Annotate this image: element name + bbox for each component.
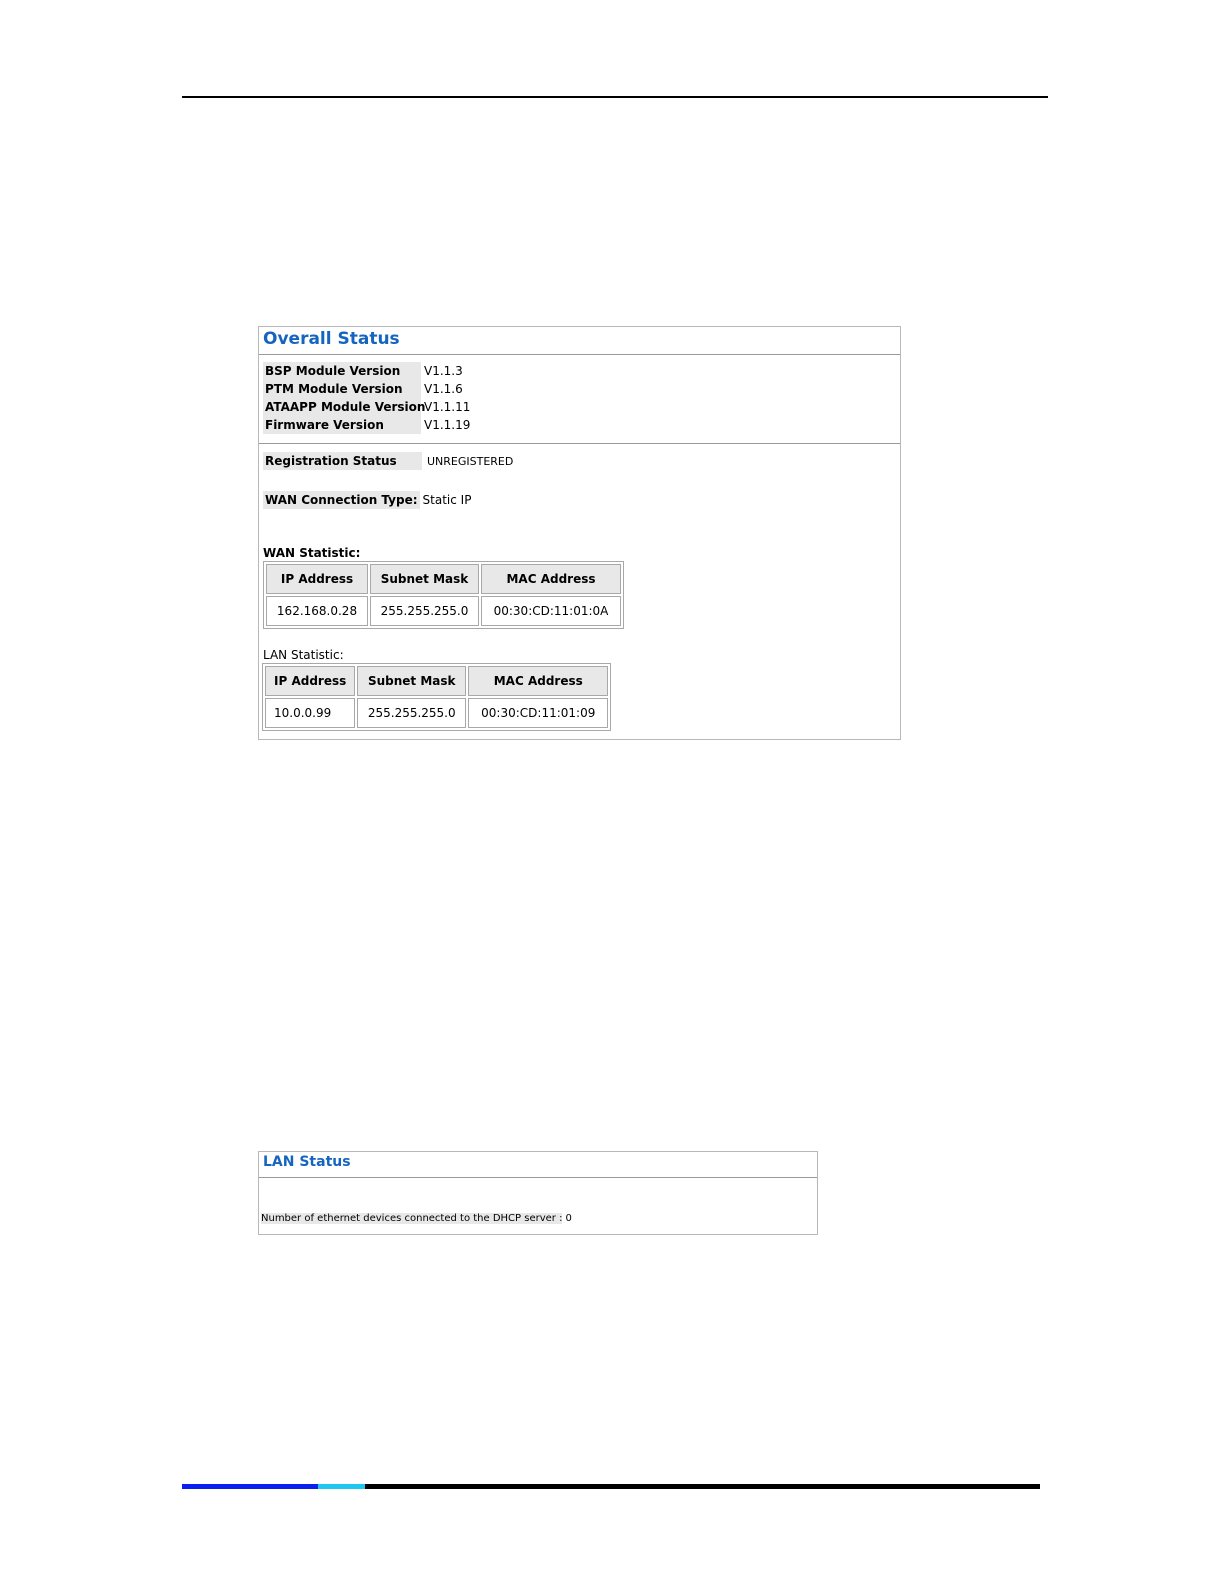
overall-status-title: Overall Status: [263, 329, 400, 349]
lan-status-panel: [258, 1151, 818, 1235]
firmware-version-row: [263, 416, 663, 434]
dhcp-devices-label: Number of ethernet devices connected to the DHCP server :: [261, 1213, 563, 1224]
table-row: [265, 698, 608, 728]
firmware-version-value: V1.1.19: [424, 418, 471, 432]
firmware-version-label: Firmware Version: [263, 416, 421, 434]
lan-ip-address: 10.0.0.99: [265, 698, 355, 728]
table-row: [266, 596, 621, 626]
divider: [259, 1177, 817, 1178]
registration-status-row: [263, 452, 513, 471]
header-rule: [182, 96, 1048, 98]
ataapp-version-row: [263, 398, 663, 416]
ataapp-version-label: ATAAPP Module Version: [265, 400, 426, 414]
lan-status-title: LAN Status: [263, 1154, 351, 1170]
column-header: MAC Address: [468, 666, 608, 696]
column-header: IP Address: [265, 666, 355, 696]
dhcp-devices-row: [261, 1213, 572, 1224]
wan-mac-address: 00:30:CD:11:01:0A: [481, 596, 621, 626]
ptm-version-value: V1.1.6: [424, 382, 463, 396]
column-header: IP Address: [266, 564, 368, 594]
table-header-row: [265, 666, 608, 696]
lan-subnet-mask: 255.255.255.0: [357, 698, 466, 728]
wan-subnet-mask: 255.255.255.0: [370, 596, 479, 626]
wan-ip-address: 162.168.0.28: [266, 596, 368, 626]
wan-connection-type-row: [263, 491, 471, 509]
column-header: Subnet Mask: [357, 666, 466, 696]
ptm-version-label: PTM Module Version: [263, 380, 421, 398]
registration-status-label: Registration Status: [263, 452, 422, 470]
bsp-version-row: [263, 362, 663, 380]
lan-statistic-table: [262, 663, 611, 731]
column-header: Subnet Mask: [370, 564, 479, 594]
footer-rule: [182, 1484, 1040, 1489]
lan-statistic-label: LAN Statistic:: [263, 648, 344, 662]
divider: [259, 443, 900, 444]
overall-status-panel: [258, 326, 901, 740]
bsp-version-value: V1.1.3: [424, 364, 463, 378]
registration-status-value: UNREGISTERED: [427, 455, 514, 468]
ptm-version-row: [263, 380, 663, 398]
dhcp-devices-value: 0: [565, 1213, 572, 1224]
wan-statistic-label: WAN Statistic:: [263, 546, 361, 560]
lan-mac-address: 00:30:CD:11:01:09: [468, 698, 608, 728]
footer-rule-black: [365, 1484, 1040, 1489]
wan-statistic-table: [263, 561, 624, 629]
footer-rule-blue: [182, 1484, 318, 1489]
wan-connection-type-label: WAN Connection Type:: [265, 493, 418, 507]
divider: [259, 354, 900, 355]
column-header: MAC Address: [481, 564, 621, 594]
footer-rule-cyan: [318, 1484, 365, 1489]
wan-connection-type-value: Static IP: [422, 493, 472, 507]
table-header-row: [266, 564, 621, 594]
ataapp-version-value: V1.1.11: [424, 400, 471, 414]
bsp-version-label: BSP Module Version: [263, 362, 421, 380]
